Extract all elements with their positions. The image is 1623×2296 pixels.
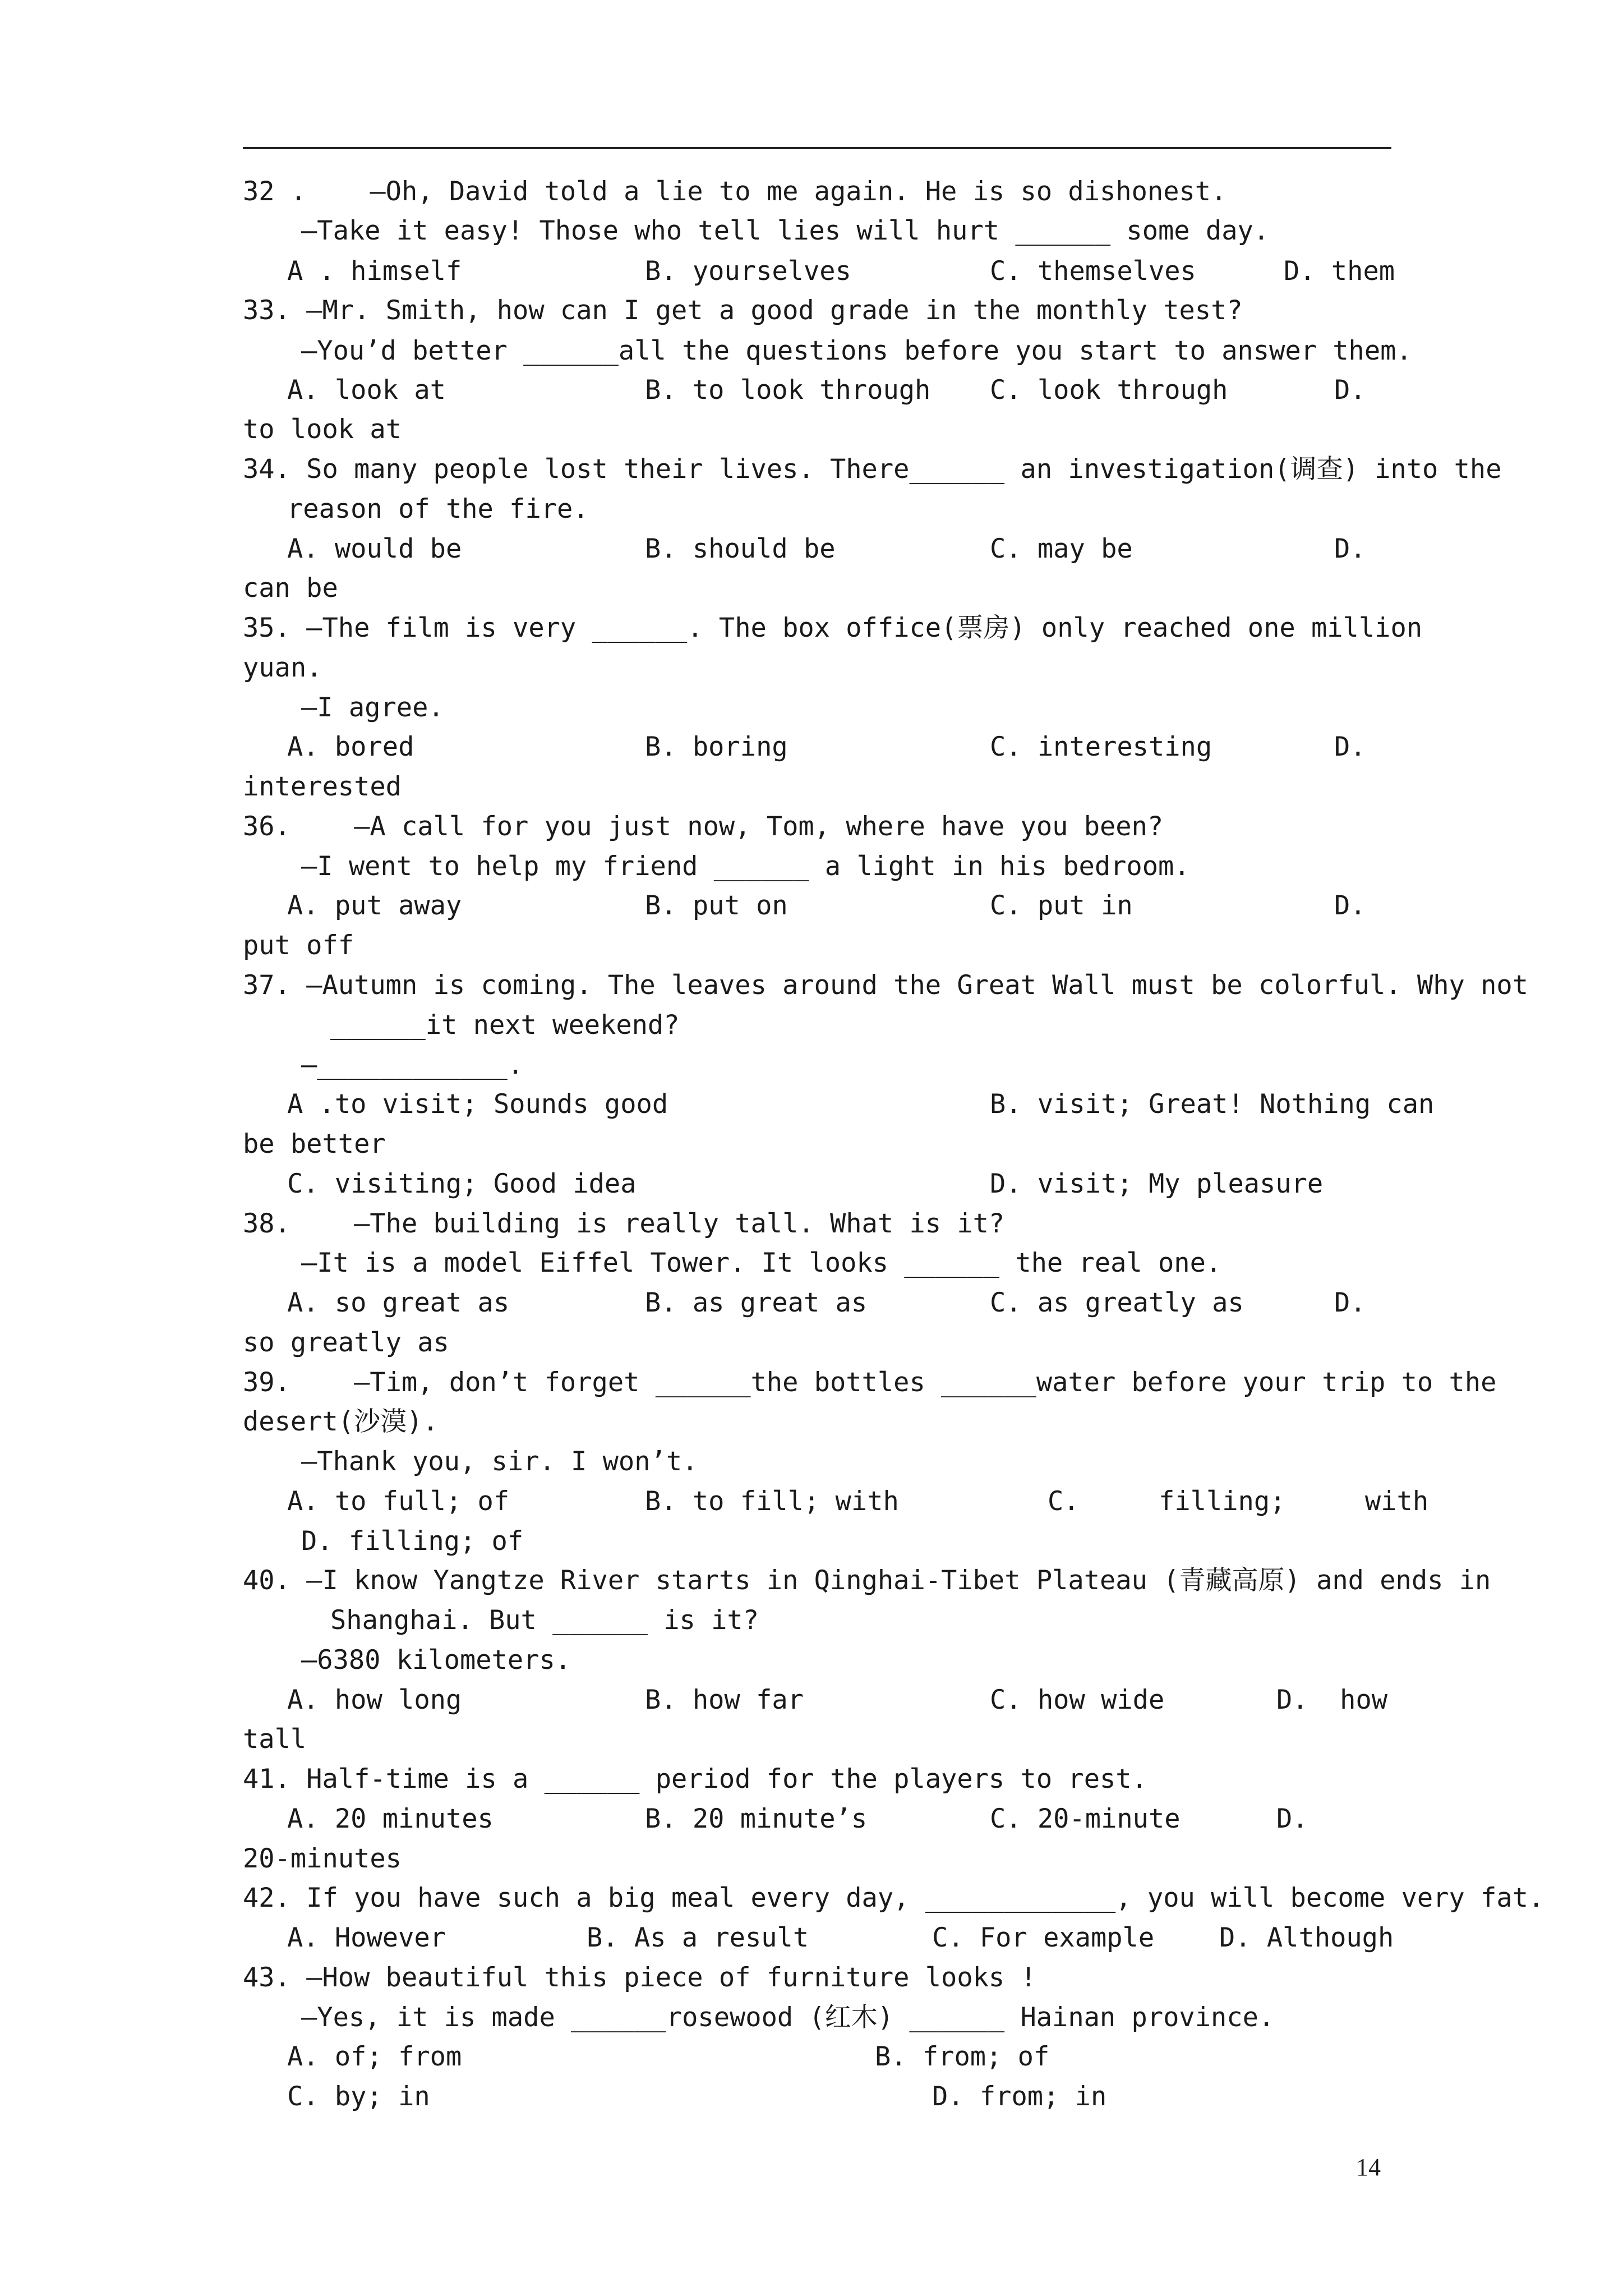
option-b: B. should be <box>645 533 836 564</box>
option-d-text: interested <box>243 771 402 802</box>
option-a: A . himself <box>287 256 462 287</box>
option-d-text: can be <box>243 573 338 604</box>
option-c: C. 20-minute <box>990 1803 1181 1834</box>
option-a: A. would be <box>287 533 462 564</box>
question-39-reply: —Thank you, sir. I won’t. <box>301 1446 698 1477</box>
option-c: C. how wide <box>990 1685 1165 1715</box>
option-d-text: so greatly as <box>243 1327 449 1358</box>
option-c: C. visiting; Good idea <box>287 1168 637 1199</box>
question-33-reply: —You’d better ______all the questions before you start to answer them. <box>301 335 1412 366</box>
option-d-label: D. <box>1334 1287 1366 1318</box>
option-d: D. Although <box>1219 1922 1394 1953</box>
question-36-prompt: 36. —A call for you just now, Tom, where have you been? <box>243 811 1164 842</box>
option-b: B. 20 minute’s <box>645 1803 868 1834</box>
option-d-label: D. <box>1276 1803 1308 1834</box>
option-d-text: tall <box>243 1724 307 1755</box>
option-a: A. to full; of <box>287 1486 510 1517</box>
question-37-prompt: 37. —Autumn is coming. The leaves around the Great Wall must be colorful. Why not <box>243 970 1529 1001</box>
option-d-label: D. how <box>1276 1685 1388 1715</box>
option-a: A. put away <box>287 890 462 921</box>
option-d-label: D. <box>1334 731 1366 762</box>
option-b: B. As a result <box>587 1922 809 1953</box>
option-a: A. bored <box>287 731 414 762</box>
question-32-reply: —Take it easy! Those who tell lies will hurt ______ some day. <box>301 215 1270 246</box>
question-39-prompt: 39. —Tim, don’t forget ______the bottles ______water before your trip to the <box>243 1367 1497 1398</box>
option-b: B. visit; Great! Nothing can <box>990 1089 1435 1120</box>
option-d-text: 20-minutes <box>243 1843 402 1874</box>
question-42-prompt: 42. If you have such a big meal every day, ____________, you will become very fat. <box>243 1883 1544 1913</box>
option-c: C. put in <box>990 890 1133 921</box>
question-40-prompt: 40. —I know Yangtze River starts in Qinghai-Tibet Plateau (青藏高原) and ends in <box>243 1565 1491 1596</box>
question-37-prompt-cont: ______it next weekend? <box>330 1010 680 1041</box>
option-c: C. themselves <box>990 256 1196 287</box>
option-d-text: to look at <box>243 414 402 445</box>
question-43-prompt: 43. —How beautiful this piece of furniture looks ! <box>243 1962 1036 1993</box>
option-d-label: D. <box>1334 533 1366 564</box>
option-a: A. of; from <box>287 2041 462 2072</box>
option-b: B. boring <box>645 731 788 762</box>
option-b-cont: be better <box>243 1129 386 1159</box>
option-d-text: put off <box>243 930 354 961</box>
question-39-prompt-cont: desert(沙漠). <box>243 1406 439 1437</box>
option-b: B. put on <box>645 890 788 921</box>
option-d: D. them <box>1284 256 1395 287</box>
option-b: B. from; of <box>875 2041 1050 2072</box>
option-c: C. as greatly as <box>990 1287 1244 1318</box>
option-b: B. to look through <box>645 375 931 406</box>
option-c: C. interesting <box>990 731 1212 762</box>
question-33-prompt: 33. —Mr. Smith, how can I get a good grade in the monthly test? <box>243 295 1243 326</box>
question-35-prompt-cont: yuan. <box>243 652 322 683</box>
page-number: 14 <box>1356 2154 1381 2181</box>
question-38-reply: —It is a model Eiffel Tower. It looks ______ the real one. <box>301 1248 1222 1278</box>
option-a: A. so great as <box>287 1287 510 1318</box>
question-32-prompt: 32 . —Oh, David told a lie to me again. He is so dishonest. <box>243 176 1227 207</box>
question-34-prompt-cont: reason of the fire. <box>287 494 589 524</box>
option-d: D. from; in <box>932 2081 1107 2112</box>
option-a: A. 20 minutes <box>287 1803 494 1834</box>
option-d: D. filling; of <box>301 1526 524 1557</box>
question-41-prompt: 41. Half-time is a ______ period for the players to rest. <box>243 1764 1147 1795</box>
question-40-prompt-cont: Shanghai. But ______ is it? <box>330 1605 759 1636</box>
option-b: B. to fill; with <box>645 1486 899 1517</box>
option-a: A .to visit; Sounds good <box>287 1089 668 1120</box>
question-40-reply: —6380 kilometers. <box>301 1645 571 1676</box>
question-38-prompt: 38. —The building is really tall. What is it? <box>243 1208 1005 1239</box>
option-a: A. look at <box>287 375 446 406</box>
question-34-prompt: 34. So many people lost their lives. There______ an investigation(调查) into the <box>243 454 1502 485</box>
option-b: B. as great as <box>645 1287 868 1318</box>
option-a: A. However <box>287 1922 446 1953</box>
option-b: B. how far <box>645 1685 804 1715</box>
header-rule <box>243 147 1391 149</box>
option-b: B. yourselves <box>645 256 851 287</box>
option-d-label: D. <box>1334 375 1366 406</box>
option-d-label: D. <box>1334 890 1366 921</box>
question-35-prompt: 35. —The film is very ______. The box office(票房) only reached one million <box>243 613 1423 643</box>
question-43-reply: —Yes, it is made ______rosewood (红木) ______ Hainan province. <box>301 2002 1275 2033</box>
question-35-reply: —I agree. <box>301 692 444 723</box>
question-36-reply: —I went to help my friend ______ a light in his bedroom. <box>301 851 1190 882</box>
question-37-reply: —____________. <box>301 1050 524 1080</box>
option-c: C. filling; with <box>1048 1486 1429 1517</box>
option-a: A. how long <box>287 1685 462 1715</box>
option-c: C. look through <box>990 375 1228 406</box>
option-d: D. visit; My pleasure <box>990 1168 1324 1199</box>
option-c: C. may be <box>990 533 1133 564</box>
option-c: C. For example <box>932 1922 1155 1953</box>
option-c: C. by; in <box>287 2081 430 2112</box>
